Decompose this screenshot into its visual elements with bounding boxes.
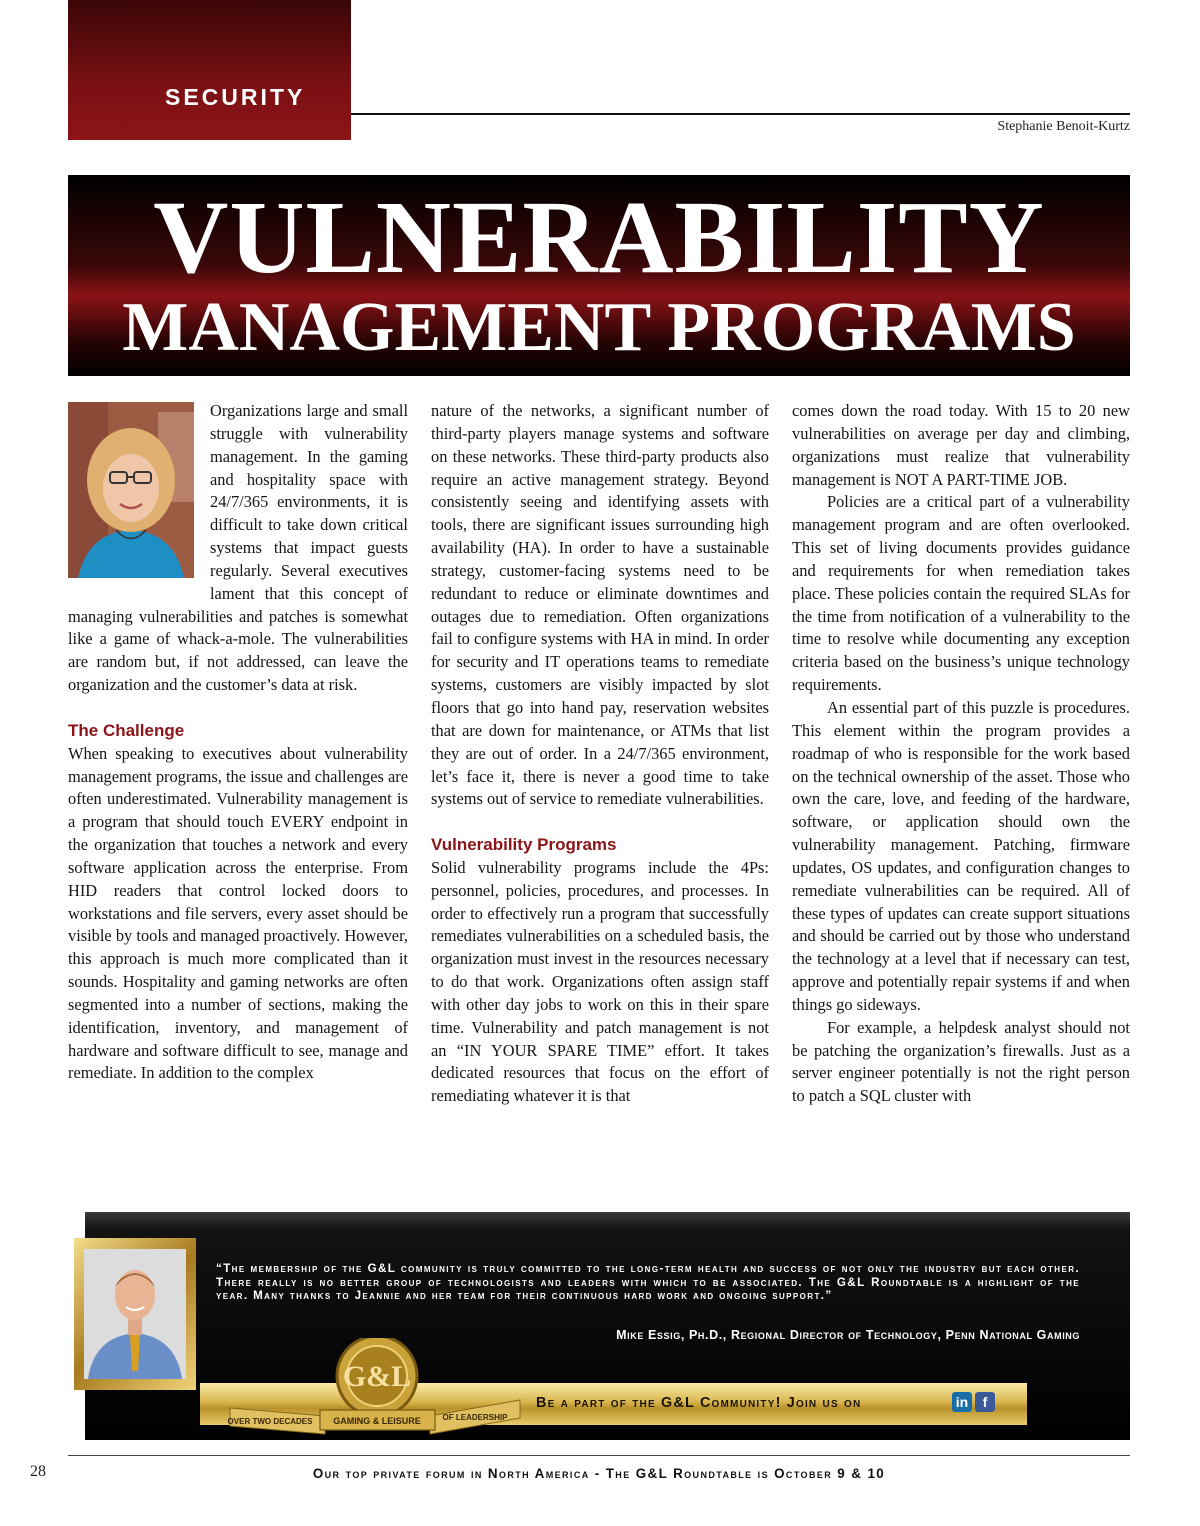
header-rule [351,113,1130,115]
footer-text: Our top private forum in North America - The G&L Roundtable is October 9 & 10 [312,1466,886,1481]
article-column-3 [792,400,1130,1108]
paragraph-gap [431,811,769,834]
paragraph-gap [68,697,408,720]
gl-seal-logo [225,1338,525,1438]
testimonial-portrait [84,1249,186,1379]
seal-text: G&L [342,1360,412,1393]
procedures-paragraph: An essential part of this puzzle is procedures. This element within the program provides a roadmap of who is responsible for the work based on the technical ownership of the asset. Those who own the care, love, and feeding of the hardware, software, or application should own the vulnerability management. Patching, firmware updates, OS updates, and configuration changes to remediate vulnerabilities can be required. All of these types of updates can create support situations and should be carried out by those who understand the technology at a level that if necessary can test, approve and potentially repair systems if and when things go sideways. [792,697,1130,1014]
section-block [68,0,351,140]
section-label: SECURITY [165,84,306,110]
ribbon-mid-text: GAMING & LEISURE [333,1416,421,1426]
author-byline: Stephanie Benoit-Kurtz [997,119,1130,134]
heading-vulnerability-programs: Vulnerability Programs [431,835,617,855]
linkedin-icon[interactable]: in [952,1392,972,1412]
title-line-1: VULNERABILITY [153,180,1045,295]
testimonial-quote: “The membership of the G&L community is truly committed to the long-term health and success of not only the industry but each other. There really is no better group of technologists and leaders with which to be associated. The G&L Roundtable is a highlight of the year. Many thanks to Jeannie and her team for their continuous hard work and ongoing support.” [216,1262,1080,1303]
photo-spacer [68,400,210,584]
footer-rule [68,1455,1130,1456]
facebook-icon[interactable]: f [975,1392,995,1412]
ad-testimonial-photo [84,1249,186,1379]
article-column-2 [431,400,769,1108]
heading-the-challenge: The Challenge [68,720,185,740]
page-number: 28 [30,1463,46,1480]
title-line-2: MANAGEMENT PROGRAMS [122,289,1076,366]
article-column-1 [68,400,408,1085]
policies-paragraph: Policies are a critical part of a vulnerability management program and are often overlooked. This set of living documents provides guidance and requirements for when remediation takes place. These policies contain the required SLAs for the time from notification of a vulnerability to the time to resolve while documenting any exception criteria based on the business’s unique technology requirements. [792,492,1130,695]
road-paragraph: comes down the road today. With 15 to 20 new vulnerabilities on average per day and climbing, organizations must realize that vulnerability management is NOT A PART-TIME JOB. [792,401,1130,489]
networks-paragraph: nature of the networks, a significant number of third-party players manage systems and software on these networks. These third-party products also require an active management strategy. Beyond consistently seeing and identifying assets with tools, there are significant issues surrounding high availability (HA). In order to have a sustainable strategy, customer-facing systems need to be redundant to reduce or eliminate downtimes and outages due to remediation. Often organizations fail to configure systems with HA in mind. In order for security and IT operations teams to remediate systems, customers are visibly impacted by slot floors that go into hand pay, reservation websites that are down for maintenance, or ATMs that list they are out of order. In a 24/7/365 environment, let’s face it, there is never a good time to take systems out of service to remediate vulnerabilities. [431,401,769,809]
ribbon-left-text: OVER TWO DECADES [227,1417,313,1426]
cta-text: Be a part of the G&L Community! Join us on [536,1395,862,1411]
testimonial-attribution: Mike Essig, Ph.D., Regional Director of Technology, Penn National Gaming [616,1328,1080,1342]
challenge-paragraph: When speaking to executives about vulnerability management programs, the issue and challenges are often underestimated. Vulnerability management is a program that should touch EVERY endpoint in the organization that touches a network and every software application across the enterprise. From HID readers that control locked doors to workstations and file servers, every asset should be visible by tools and managed proactively. However, this approach is much more complicated than it sounds. Hospitality and gaming networks are often segmented into a number of sections, making the identification, inventory, and management of hardware and software difficult to see, manage and remediate. In addition to the complex [68,743,408,1083]
ribbon-right-text: OF LEADERSHIP [442,1413,508,1422]
example-paragraph: For example, a helpdesk analyst should not be patching the organization’s firewalls. Just as a server engineer potentially is not the right person to patch a SQL cluster with [792,1017,1130,1106]
intro-paragraph: Organizations large and small struggle with vulnerability management. In the gaming and hospitality space with 24/7/365 environments, it is difficult to take down critical systems that impact guests regularly. Several executives lament that this concept of managing vulnerabilities and patches is somewhat like a game of whack-a-mole. The vulnerabilities are random but, if not addressed, can leave the organization and the customer’s data at risk. [68,401,408,695]
programs-paragraph: Solid vulnerability programs include the 4Ps: personnel, policies, procedures, and processes. In order to effectively run a program that successfully remediates vulnerabilities on a scheduled basis, the organization must invest in the resources necessary to do that work. Organizations often assign staff with other day jobs to work on this in their spare time. Vulnerability and patch management is not an “IN YOUR SPARE TIME” effort. It takes dedicated resources that focus on the effort of remediating whatever it is that [431,857,769,1106]
